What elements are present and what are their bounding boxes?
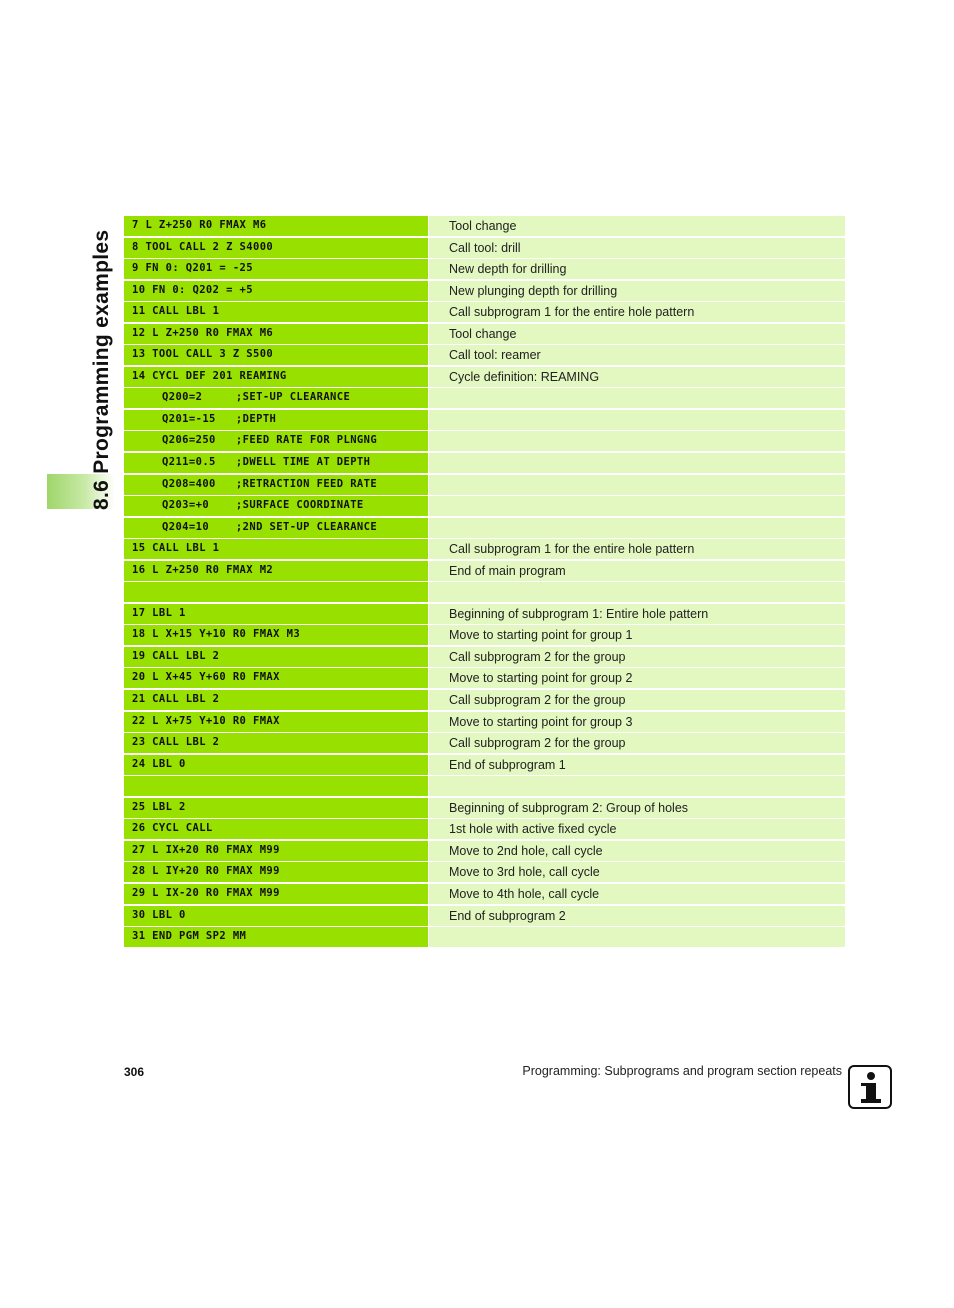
code-text: 24 LBL 0 <box>132 757 186 770</box>
description-cell <box>428 862 845 882</box>
table-row <box>124 927 845 947</box>
code-cell <box>124 668 428 688</box>
description-text: Move to starting point for group 3 <box>449 714 633 729</box>
table-row <box>124 388 845 408</box>
table-row <box>124 798 845 818</box>
code-text: 21 CALL LBL 2 <box>132 693 220 706</box>
description-cell <box>428 712 845 732</box>
info-icon <box>848 1065 892 1109</box>
code-text: Q201=-15 ;DEPTH <box>162 412 277 425</box>
table-row <box>124 518 845 538</box>
description-cell <box>428 841 845 861</box>
description-cell <box>428 884 845 904</box>
description-text: End of main program <box>449 563 566 578</box>
code-cell <box>124 453 428 473</box>
description-cell <box>428 216 845 236</box>
code-text: 16 L Z+250 R0 FMAX M2 <box>132 563 274 576</box>
description-cell <box>428 561 845 581</box>
table-row <box>124 324 845 344</box>
code-cell <box>124 367 428 387</box>
program-table <box>124 216 845 949</box>
section-title: 8.6 Programming examples <box>90 229 113 510</box>
table-row <box>124 453 845 473</box>
description-text: New depth for drilling <box>449 262 567 277</box>
code-text: 30 LBL 0 <box>132 908 186 921</box>
code-text: Q211=0.5 ;DWELL TIME AT DEPTH <box>162 456 371 469</box>
page-number: 306 <box>124 1065 145 1079</box>
description-text: Move to starting point for group 2 <box>449 671 633 686</box>
description-text: Call subprogram 1 for the entire hole pattern <box>449 305 695 320</box>
code-cell <box>124 518 428 538</box>
chapter-title: Programming: Subprograms and program section repeats <box>522 1064 842 1078</box>
code-cell <box>124 625 428 645</box>
code-text: 25 LBL 2 <box>132 800 186 813</box>
code-cell <box>124 906 428 926</box>
code-cell <box>124 647 428 667</box>
code-cell <box>124 733 428 753</box>
table-row <box>124 862 845 882</box>
code-cell <box>124 755 428 775</box>
table-row <box>124 475 845 495</box>
table-row <box>124 582 845 602</box>
table-row <box>124 776 845 796</box>
table-row <box>124 604 845 624</box>
code-cell <box>124 798 428 818</box>
code-text: Q203=+0 ;SURFACE COORDINATE <box>162 499 364 512</box>
description-cell <box>428 410 845 430</box>
description-text: Call tool: reamer <box>449 348 541 363</box>
description-text: Tool change <box>449 326 517 341</box>
code-text: 8 TOOL CALL 2 Z S4000 <box>132 240 274 253</box>
description-text: Move to starting point for group 1 <box>449 628 633 643</box>
table-row <box>124 668 845 688</box>
description-text: Call subprogram 2 for the group <box>449 736 626 751</box>
table-row <box>124 238 845 258</box>
code-text: 10 FN 0: Q202 = +5 <box>132 283 253 296</box>
code-cell <box>124 862 428 882</box>
code-cell <box>124 475 428 495</box>
table-row <box>124 712 845 732</box>
table-row <box>124 410 845 430</box>
description-cell <box>428 388 845 408</box>
code-cell <box>124 324 428 344</box>
table-row <box>124 302 845 322</box>
code-cell <box>124 410 428 430</box>
code-text: 31 END PGM SP2 MM <box>132 930 247 943</box>
code-cell <box>124 884 428 904</box>
code-cell <box>124 582 428 602</box>
table-row <box>124 561 845 581</box>
code-cell <box>124 690 428 710</box>
description-cell <box>428 324 845 344</box>
description-cell <box>428 625 845 645</box>
description-text: 1st hole with active fixed cycle <box>449 822 617 837</box>
description-text: Call subprogram 2 for the group <box>449 693 626 708</box>
code-cell <box>124 259 428 279</box>
table-row <box>124 281 845 301</box>
description-cell <box>428 345 845 365</box>
code-cell <box>124 302 428 322</box>
description-cell <box>428 238 845 258</box>
description-cell <box>428 647 845 667</box>
description-cell <box>428 927 845 947</box>
description-text: Move to 3rd hole, call cycle <box>449 865 600 880</box>
table-row <box>124 367 845 387</box>
table-row <box>124 345 845 365</box>
description-cell <box>428 367 845 387</box>
code-text: 18 L X+15 Y+10 R0 FMAX M3 <box>132 628 301 641</box>
table-row <box>124 539 845 559</box>
description-text: New plunging depth for drilling <box>449 283 618 298</box>
code-text: 7 L Z+250 R0 FMAX M6 <box>132 219 267 231</box>
code-text: 19 CALL LBL 2 <box>132 649 220 662</box>
code-text: 14 CYCL DEF 201 REAMING <box>132 369 287 382</box>
code-text: Q208=400 ;RETRACTION FEED RATE <box>162 477 378 490</box>
description-text: Call tool: drill <box>449 240 521 255</box>
description-text: Cycle definition: REAMING <box>449 369 600 384</box>
description-cell <box>428 582 845 602</box>
code-text: 20 L X+45 Y+60 R0 FMAX <box>132 671 280 684</box>
description-text: Call subprogram 2 for the group <box>449 649 626 664</box>
description-cell <box>428 281 845 301</box>
code-text: 15 CALL LBL 1 <box>132 542 220 555</box>
description-cell <box>428 798 845 818</box>
description-cell <box>428 604 845 624</box>
code-text: 23 CALL LBL 2 <box>132 736 220 749</box>
code-text: 28 L IY+20 R0 FMAX M99 <box>132 865 280 878</box>
code-cell <box>124 281 428 301</box>
description-cell <box>428 518 845 538</box>
table-row <box>124 647 845 667</box>
code-text: 9 FN 0: Q201 = -25 <box>132 262 253 275</box>
table-row <box>124 841 845 861</box>
code-cell <box>124 604 428 624</box>
code-cell <box>124 238 428 258</box>
description-cell <box>428 539 845 559</box>
table-row <box>124 884 845 904</box>
code-text: 17 LBL 1 <box>132 606 186 619</box>
description-cell <box>428 906 845 926</box>
table-row <box>124 906 845 926</box>
description-text: Beginning of subprogram 2: Group of holes <box>449 800 689 815</box>
description-text: Move to 4th hole, call cycle <box>449 886 600 901</box>
description-cell <box>428 475 845 495</box>
code-text: 13 TOOL CALL 3 Z S500 <box>132 348 274 361</box>
code-text: 26 CYCL CALL <box>132 822 213 835</box>
code-cell <box>124 216 428 236</box>
description-cell <box>428 453 845 473</box>
table-row <box>124 755 845 775</box>
code-cell <box>124 819 428 839</box>
table-row <box>124 625 845 645</box>
description-text: Move to 2nd hole, call cycle <box>449 843 603 858</box>
code-text: 11 CALL LBL 1 <box>132 305 220 318</box>
code-text: Q204=10 ;2ND SET-UP CLEARANCE <box>162 520 378 533</box>
code-text: Q200=2 ;SET-UP CLEARANCE <box>162 391 351 404</box>
code-cell <box>124 431 428 451</box>
code-cell <box>124 841 428 861</box>
code-cell <box>124 712 428 732</box>
description-cell <box>428 496 845 516</box>
description-cell <box>428 755 845 775</box>
code-cell <box>124 345 428 365</box>
description-cell <box>428 819 845 839</box>
code-cell <box>124 561 428 581</box>
code-cell <box>124 927 428 947</box>
code-cell <box>124 496 428 516</box>
description-cell <box>428 668 845 688</box>
code-text: 22 L X+75 Y+10 R0 FMAX <box>132 714 280 727</box>
table-row <box>124 496 845 516</box>
code-text: 27 L IX+20 R0 FMAX M99 <box>132 843 280 856</box>
description-cell <box>428 690 845 710</box>
description-text: Call subprogram 1 for the entire hole pattern <box>449 542 695 557</box>
description-text: End of subprogram 2 <box>449 908 566 923</box>
table-row <box>124 431 845 451</box>
code-cell <box>124 388 428 408</box>
description-text: End of subprogram 1 <box>449 757 566 772</box>
code-cell <box>124 539 428 559</box>
code-text: Q206=250 ;FEED RATE FOR PLNGNG <box>162 434 378 447</box>
description-cell <box>428 776 845 796</box>
table-row <box>124 216 845 236</box>
table-row <box>124 819 845 839</box>
description-text: Beginning of subprogram 1: Entire hole pattern <box>449 606 709 621</box>
description-cell <box>428 431 845 451</box>
code-cell <box>124 776 428 796</box>
description-text: Tool change <box>449 219 517 233</box>
table-row <box>124 733 845 753</box>
description-cell <box>428 302 845 322</box>
description-cell <box>428 259 845 279</box>
table-row <box>124 259 845 279</box>
code-text: 29 L IX-20 R0 FMAX M99 <box>132 886 280 899</box>
table-row <box>124 690 845 710</box>
description-cell <box>428 733 845 753</box>
code-text: 12 L Z+250 R0 FMAX M6 <box>132 326 274 339</box>
